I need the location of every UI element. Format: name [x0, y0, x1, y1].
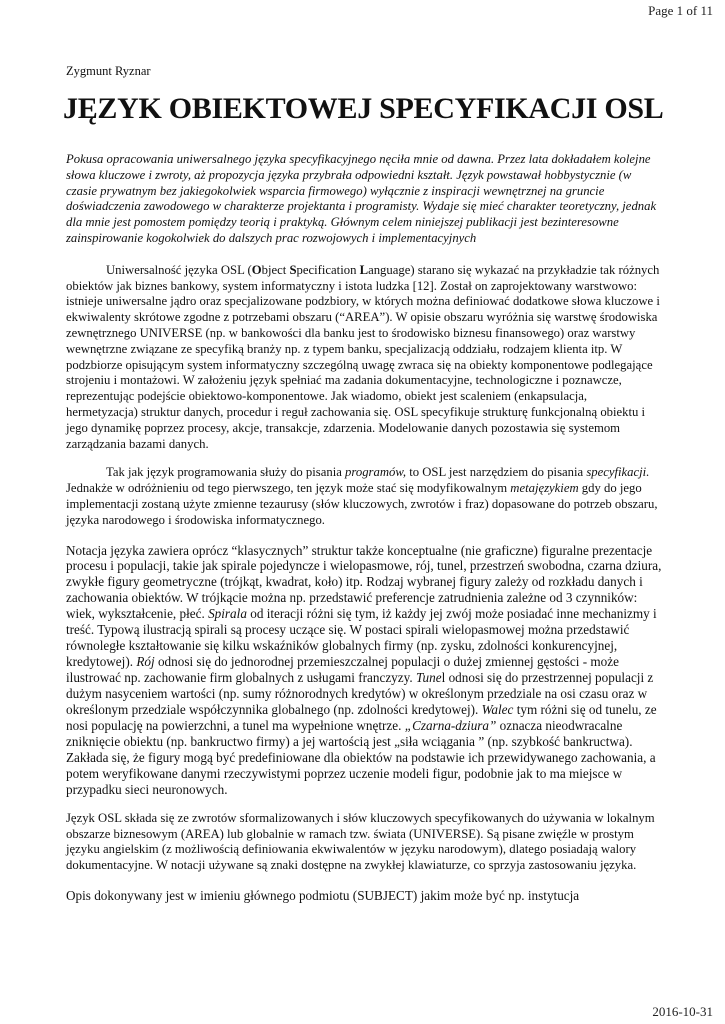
text-run: Uniwersalność języka OSL ( [106, 262, 252, 277]
text-run: tym różni się od tunelu, ze nosi populację na powierzchni, a tunel ma wypełnione wnętrze. [66, 702, 657, 734]
paragraph-osl-keywords: Język OSL składa się ze zwrotów sformalizowanych i słów kluczowych specyfikowanych do używania w lokalnym obszarze biznesowym (AREA) lub globalnie w ramach tzw. świata (UNIVERSE). Są pisane zwięźle w prostym języku angielskim (z możliwością definiowania ekwiwalentów w języku narodowym), dlatego posiadają walory dokumentacyjne. W notacji używane są znaki dostępne na zwykłej klawiaturze, co sprzyja zastosowaniu języka. [66, 810, 655, 873]
paragraph-metalanguage [66, 465, 662, 528]
document-title: JĘZYK OBIEKTOWEJ SPECYFIKACJI OSL [63, 92, 664, 125]
text-run: anguage) starano się wykazać na przykładzie tak różnych obiektów jak biznes bankowy, system informatyczny i istota ludzka [12]. Został on zaprojektowany warstwowo: istnieje uniwersalne jądro oraz specjalizowane podzbiory, w których można definiować dodatkowe słowa kluczowe i ekwiwalenty skrótowe zgodne z potrzebami obszaru (“AREA”). W opisie obszaru wyróżnia się warstwę środowiska zewnętrznego UNIVERSE (np. w bankowości dla banku jest to środowisko biznesu finansowego) oraz warstwy wewnętrzne związane ze specyfiką branży np. z typem banku, specjalizacją oddziału, rodzajem klienta itp. W podzbiorze opisującym system informatyczny szczególną uwagę zwraca się na obiekty komponentowe podlegające strojeniu i montażowi. W założeniu język spełniać ma zadania dokumentacyjne, technologiczne i poznawcze, reprezentując podejście obiektowo-komponentowe. Jak wiadomo, obiekt jest scaleniem (enkapsulacja, hermetyzacja) struktur danych, procedur i reguł zachowania się. OSL specyfikuje strukturę funkcjonalną obiektu i jego dynamikę poprzez procesy, akcje, transakcje, zdarzenia. Modelowanie danych pozostawia się systemom zarządzania bazami danych. [66, 262, 660, 451]
text-run: Tak jak język programowania służy do pisania [106, 465, 346, 480]
italic-run: metajęzykiem [510, 481, 579, 496]
text-run: pecification [296, 262, 360, 277]
document-body [66, 152, 662, 904]
paragraph-osl-intro [66, 263, 662, 453]
bold-letter: O [251, 262, 262, 277]
text-run: gdy do jego implementacji zostaną użyte zmienne tezaurusy (słów kluczowych, zwrotów i fraz) dopasowane do potrzeb obszaru, języka narodowego i środowiska informatycznego. [66, 481, 658, 527]
text-run: odnosi się do jednorodnej przemieszczalnej populacji o dużej zmiennej gęstości ‐ może ilustrować np. zachowanie firm globalnych z usługami franczyzy. [66, 654, 619, 686]
italic-run: programów, [345, 465, 407, 480]
italic-run: Spirala [208, 606, 247, 622]
italic-run: Rój [136, 654, 155, 670]
paragraph-notation-figures [66, 543, 662, 798]
text-run: Notacja języka zawiera oprócz “klasycznych” struktur także konceptualne (nie graficzne) figuralne prezentacje procesu i populacji, takie jak spirale pojedyncze i wielopasmowe, rój, tunel, przestrzeń swobodna, czarna dziura, zwykłe figury geometryczne (trójkąt, kwadrat, koło) itp. Rodzaj wybranej figury zależy od rozkładu danych i zachowania obiektów. W trójkącie można np. przedstawić preferencje zatrudnienia zależne od 3 czynników: wiek, wykształcenie, płeć. [66, 542, 662, 622]
italic-run: „Czarna-dziura” [404, 718, 497, 734]
author-name: Zygmunt Ryznar [66, 64, 151, 78]
paragraph-subject: Opis dokonywany jest w imieniu głównego podmiotu (SUBJECT) jakim może być np. instytucja [66, 887, 580, 903]
text-run: oznacza nieodwracalne zniknięcie obiektu (np. bankructwo firmy) a jej wartością jest „siła wciągania ” (np. szybkość bankructwa). Zakłada się, że figury mogą być predefiniowane dla obiektów na podstawie ich przewidywanego zachowania, a potem weryfikowane danymi rzeczywistymi poprzez uczenie modeli figur, podobnie jak to ma miejsce w przypadku sieci neuronowych. [66, 718, 656, 797]
footer-date: 2016-10-31 [652, 1004, 713, 1019]
abstract-paragraph: Pokusa opracowania uniwersalnego języka specyfikacyjnego nęciła mnie od dawna. Przez lata dokładałem kolejne słowa kluczowe i zwroty, aż propozycja języka przybrała odpowiedni kształt. Język powstawał hobbystycznie (w czasie prywatnym bez jakiegokolwiek wsparcia firmowego) wyłącznie z inspiracji wewnętrznej na gruncie doświadczenia zawodowego w charakterze projektanta i programisty. Wydaje się mieć charakter teoretyczny, jednak dla mnie jest pomostem pomiędzy teorią i praktyką. Głównym celem niniejszej publikacji jest bezinteresowne zainspirowanie kogokolwiek do dalszych prac rozwojowych i implementacyjnych [66, 152, 657, 245]
bold-letter: L [359, 262, 369, 277]
text-run: l odnosi się do przestrzennej populacji z dużym nasyceniem wartości (np. sumy różnorodnych kredytów) w określonym przedziale na osi czasu oraz w określonym przedziale współczynnika globalnego (np. zdolności kredytowej). [66, 670, 654, 718]
text-run: to OSL jest narzędziem do pisania [406, 465, 587, 480]
text-run: Jednakże w odróżnieniu od tego pierwszego, ten język może stać się modyfikowalnym [66, 481, 511, 496]
page-number: Page 1 of 11 [648, 3, 713, 18]
text-run: bject [261, 262, 290, 277]
italic-run: specyfikacji. [586, 465, 650, 480]
italic-run: Walec [481, 702, 514, 718]
italic-run: Tune [415, 670, 442, 686]
text-run: od iteracji różni się tym, iż każdy jej zwój może posiadać inne mechanizmy i treść. Typową ilustracją spirali są procesy uczące się. W postaci spirali wielopasmowej można przedstawić równoległe kształtowanie się kilku wskaźników globalnych firmy (np. zysku, zdolności konkurencyjnej, kredytowej). [66, 606, 657, 670]
bold-letter: S [289, 262, 297, 277]
